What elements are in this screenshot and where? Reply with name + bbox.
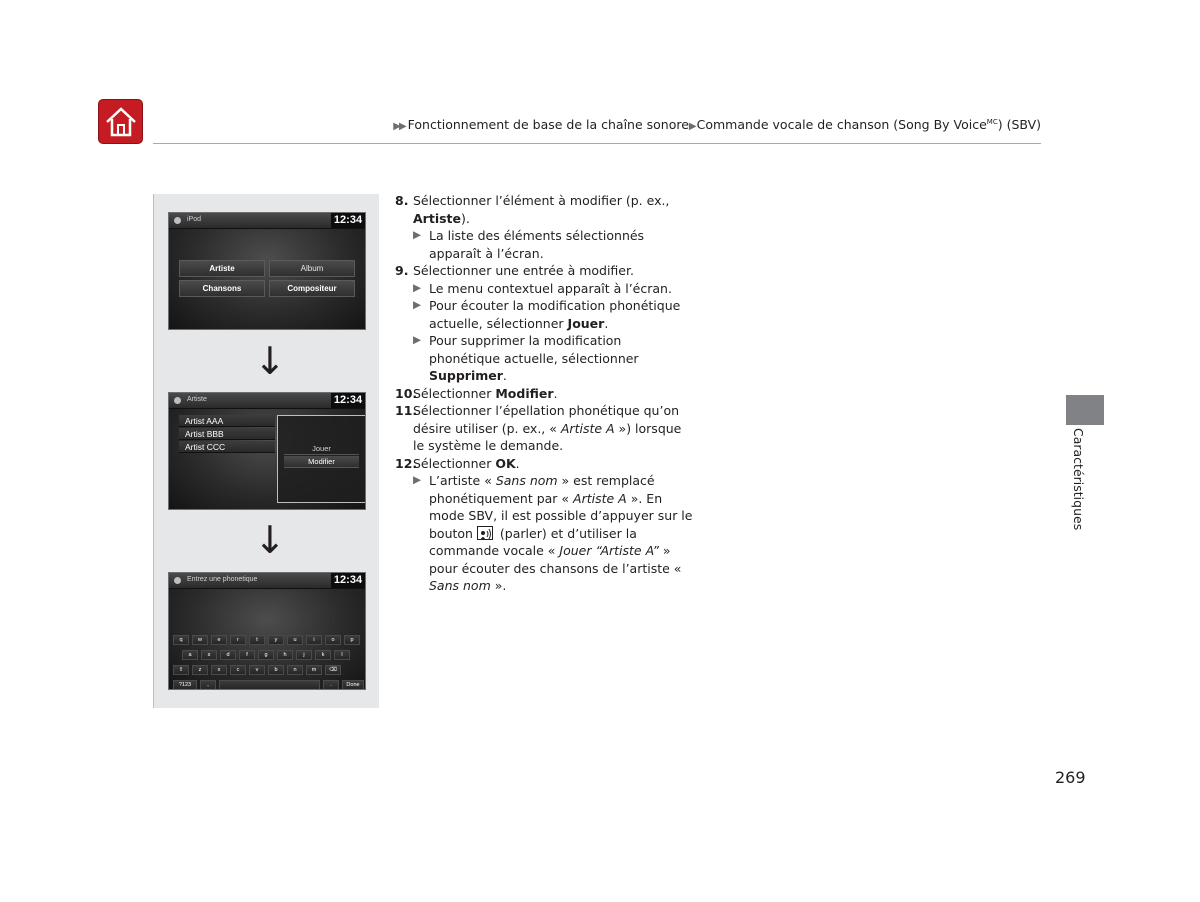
header-divider [153,143,1041,144]
keyboard-key[interactable]: e [211,635,227,645]
keyboard-key[interactable]: z [192,665,208,675]
keyboard-key[interactable]: t [249,635,265,645]
note-text: » pour écouter des chansons de l’artiste « [429,543,682,576]
note-text: . [502,368,507,383]
bullet-arrow-icon: ▶ [413,474,422,486]
step-10 [395,385,695,403]
step-text: . [515,455,520,471]
screen-ipod-menu [168,212,366,330]
down-arrow-icon: ↓ [254,339,286,383]
step-text: . [553,385,558,401]
keyboard-key[interactable]: j [296,650,312,660]
step-9 [395,262,695,280]
keyboard-key[interactable]: ?123 [173,680,197,690]
note-bold: Supprimer [429,368,503,383]
keyboard-key[interactable]: v [249,665,265,675]
keyboard-key[interactable] [219,680,320,690]
keyboard-key[interactable]: d [220,650,236,660]
keyboard-key[interactable]: o [325,635,341,645]
home-button[interactable] [98,99,143,144]
context-item-jouer[interactable]: Jouer [284,443,359,455]
step-number: 12. [395,455,418,471]
note-italic: Artiste A [573,490,627,506]
screen-title: Entrez une phonetique [187,576,258,583]
screen-phonetic-keyboard [168,572,366,690]
screen-clock: 12:34 [331,213,365,228]
keyboard-key[interactable]: , [200,680,216,690]
note-text: Le menu contextuel apparaît à l’écran. [429,280,672,296]
breadcrumb [393,117,1041,132]
screen-status-bar [169,213,365,229]
context-item-modifier[interactable]: Modifier [284,456,359,468]
keyboard-key[interactable]: l [334,650,350,660]
keyboard-key[interactable]: b [268,665,284,675]
keyboard-key[interactable]: m [306,665,322,675]
screen-clock: 12:34 [331,393,365,408]
menu-button-chansons[interactable]: Chansons [179,280,265,297]
keyboard-key[interactable]: r [230,635,246,645]
screen-artiste-list [168,392,366,510]
menu-button-album[interactable]: Album [269,260,355,277]
step-bold: OK [495,455,516,471]
keyboard-key[interactable]: g [258,650,274,660]
breadcrumb-arrow-icon: ▶▶ [393,121,405,132]
step-8 [395,192,695,227]
step-12-note [395,472,695,595]
keyboard-key[interactable]: u [287,635,303,645]
keyboard-key[interactable]: w [192,635,208,645]
bullet-arrow-icon: ▶ [413,281,422,294]
step-9-note-2 [395,297,695,332]
bullet-arrow-icon: ▶ [413,299,422,311]
note-bold: Jouer [567,315,605,331]
keyboard-key[interactable]: k [315,650,331,660]
context-menu [277,415,366,503]
step-11 [395,402,695,455]
keyboard-key[interactable]: h [277,650,293,660]
list-item[interactable]: Artist AAA [179,415,275,427]
breadcrumb-superscript: MC [986,117,998,126]
keyboard-key[interactable]: c [230,665,246,675]
note-text: Pour écouter la modification phonétique actuelle, sélectionner [429,298,681,331]
step-text: Sélectionner [413,385,496,401]
step-number: 10. [395,385,418,401]
step-number: 8. [395,193,409,208]
section-tab-label: Caractéristiques [1071,428,1086,531]
step-9-note-3 [395,332,695,385]
note-text: Pour supprimer la modification phonétique actuelle, sélectionner [429,333,639,366]
menu-button-compositeur[interactable]: Compositeur [269,280,355,297]
step-number: 11. [395,403,418,418]
keyboard-key[interactable]: . [323,680,339,690]
keyboard-key[interactable]: q [173,635,189,645]
keyboard-key[interactable]: p [344,635,360,645]
note-text: » est remplacé phonétiquement par « [429,473,655,506]
keyboard-key[interactable]: f [239,650,255,660]
breadcrumb-tail: ) (SBV) [997,117,1041,132]
step-number: 9. [395,263,409,278]
keyboard-key[interactable]: x [211,665,227,675]
note-italic: Jouer “Artiste A” [559,543,659,558]
screen-title: Artiste [187,396,207,403]
list-item[interactable]: Artist CCC [179,441,275,453]
note-text: L’artiste « [429,473,496,488]
keyboard-key[interactable]: ⇧ [173,665,189,675]
home-icon [104,106,138,138]
down-arrow-icon: ↓ [254,518,286,562]
keyboard-key[interactable]: a [182,650,198,660]
keyboard-key[interactable]: s [201,650,217,660]
step-italic: Artiste A [560,420,615,436]
screen-status-bar [169,393,365,409]
talk-button-icon [477,526,493,540]
breadcrumb-part1[interactable]: Fonctionnement de base de la chaîne sonore [407,117,689,132]
step-text: ). [461,210,470,226]
step-bold: Modifier [495,385,554,401]
keyboard-key[interactable]: i [306,635,322,645]
step-text: Sélectionner l’élément à modifier (p. ex., [413,193,670,208]
step-bold: Artiste [413,210,461,226]
screen-status-bar [169,573,365,589]
step-text: Sélectionner l’épellation phonétique qu’on désire utiliser (p. ex., « [413,403,680,436]
section-tab-marker[interactable] [1066,395,1104,425]
source-icon [174,577,181,584]
breadcrumb-separator-icon: ▶ [688,121,697,132]
note-text: ». [490,578,507,593]
screen-clock: 12:34 [331,573,365,588]
source-icon [174,217,181,224]
note-italic: Sans nom [495,473,558,488]
note-text: . [604,315,609,331]
page-number: 269 [1055,768,1086,787]
source-icon [174,397,181,404]
note-italic: Sans nom [429,578,491,593]
note-text: ». En mode SBV, il est possible d’appuyer sur le bouton [429,490,693,541]
step-text: ») lorsque le système le demande. [413,420,682,453]
list-item[interactable]: Artist BBB [179,428,275,440]
illustration-panel [153,194,379,708]
keyboard-key[interactable]: n [287,665,303,675]
keyboard-key[interactable]: Done [342,680,364,690]
step-12 [395,455,695,473]
note-text: La liste des éléments sélectionnés apparaît à l’écran. [429,228,645,261]
note-text: (parler) et d’utiliser la commande vocale « [429,525,637,558]
step-text: Sélectionner une entrée à modifier. [413,263,634,278]
bullet-arrow-icon: ▶ [413,334,422,346]
step-text: Sélectionner [413,455,496,471]
keyboard-key[interactable]: ⌫ [325,665,341,675]
bullet-arrow-icon: ▶ [413,229,422,241]
instruction-steps [395,192,695,595]
breadcrumb-part2: Commande vocale de chanson (Song By Voice [696,117,987,132]
screen-title: iPod [187,216,202,223]
keyboard-key[interactable]: y [268,635,284,645]
menu-button-artiste[interactable]: Artiste [179,260,265,277]
step-8-note [395,227,695,262]
step-9-note-1 [395,280,695,298]
